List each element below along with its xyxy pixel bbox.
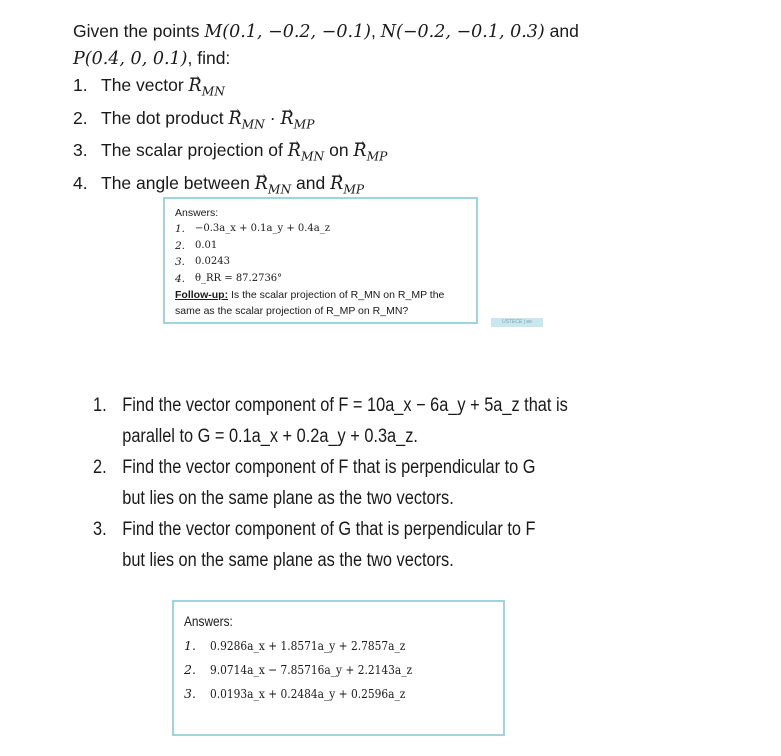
question-number: 3. [93,519,107,540]
question-line: Find the vector component of G that is perpendicular to F [122,519,536,540]
answer-row [175,238,466,254]
answers-title: Answers: [175,207,219,219]
intro-lead: Given the points [73,21,205,41]
answers-box-2 [172,600,505,736]
problem-set-2 [93,390,592,576]
question-line: Find the vector component of F that is perpendicular to G [122,457,536,478]
answer-row [184,658,493,682]
point-m: M(0.1, −0.2, −0.1) [204,22,371,42]
followup-text: Is the scalar projection of R_MN on R_MP the same as the scalar projection of R_MP on R_MN? [175,289,445,318]
answer-row [175,221,466,237]
question-number: 3. [73,140,88,160]
answer-row [184,682,493,706]
point-p: P(0.4, 0, 0.1) [73,49,188,69]
question-line: Find the vector component of F = 10a_x − 6a_y + 5a_z that is [122,395,568,416]
question-line: but lies on the same plane as the two vectors. [122,488,454,509]
answer-number: 1. [175,223,186,236]
answer-value: 0.0193a_x + 0.2484a_y + 0.2596a_z [210,686,406,701]
question-list-2 [93,390,592,576]
question-item [93,390,592,452]
answer-number: 4. [175,272,186,285]
question-text: The scalar projection of [101,140,288,160]
question-text: The vector [101,75,189,95]
answer-value: −0.3a_x + 0.1a_y + 0.4a_z [195,223,331,235]
vector-r-mp: → $R_{MP}$ [330,171,364,203]
dot-operator: · [264,107,281,128]
answer-value: 0.01 [195,239,218,251]
question-line: but lies on the same plane as the two vectors. [122,550,454,571]
question-list-1 [73,72,753,202]
answer-row [175,271,466,287]
question-item [93,452,592,514]
question-number: 2. [73,107,88,128]
answer-row [184,634,493,658]
question-item [93,514,592,576]
vector-r-mp: → $R_{MP}$ [280,106,314,138]
question-text: The angle between [101,172,255,193]
vector-r-mn: → $R_{MN}$ [288,138,324,170]
and-word: and [544,21,579,41]
find-word: , find: [187,48,231,68]
vector-r-mn: → $R_{MN}$ [255,171,291,203]
answers-box-1 [163,197,478,324]
point-n: N(−0.2, −0.1, 0.3) [380,22,545,42]
answer-row [175,254,466,270]
problem-set-1 [73,18,753,202]
answers-title: Answers: [184,614,233,629]
followup-note [175,287,466,320]
answer-number: 3. [184,686,196,701]
watermark-stamp: USTECE | ee [491,318,543,327]
question-number: 1. [93,395,107,416]
question-item [73,137,753,170]
followup-label: Follow-up: [175,289,229,302]
question-mid: on [324,140,354,160]
question-item [73,72,753,105]
question-text: The dot product [101,107,229,128]
answer-number: 1. [184,638,196,653]
answer-number: 3. [175,256,186,269]
answer-value: 0.0243 [195,256,230,268]
vector-r-mn: → $R_{MN}$ [189,73,225,105]
answer-value: 9.0714a_x − 7.85716a_y + 2.2143a_z [210,662,413,677]
answer-number: 2. [184,662,196,677]
answer-value: 0.9286a_x + 1.8571a_y + 2.7857a_z [210,638,406,653]
question-line: parallel to G = 0.1a_x + 0.2a_y + 0.3a_z. [122,426,418,447]
question-number: 2. [93,457,107,478]
question-number: 4. [73,172,88,193]
problem-intro: Given the points M(0.1, −0.2, −0.1), N(−0.2, −0.1, 0.3) and P(0.4, 0, 0.1), find: [73,21,579,69]
question-item [73,105,753,138]
question-mid: and [291,172,331,193]
answer-number: 2. [175,239,186,252]
vector-r-mp: → $R_{MP}$ [353,138,387,170]
answer-value: θ_RR = 87.2736° [195,272,283,284]
vector-r-mn: → $R_{MN}$ [228,106,264,138]
question-number: 1. [73,75,88,95]
